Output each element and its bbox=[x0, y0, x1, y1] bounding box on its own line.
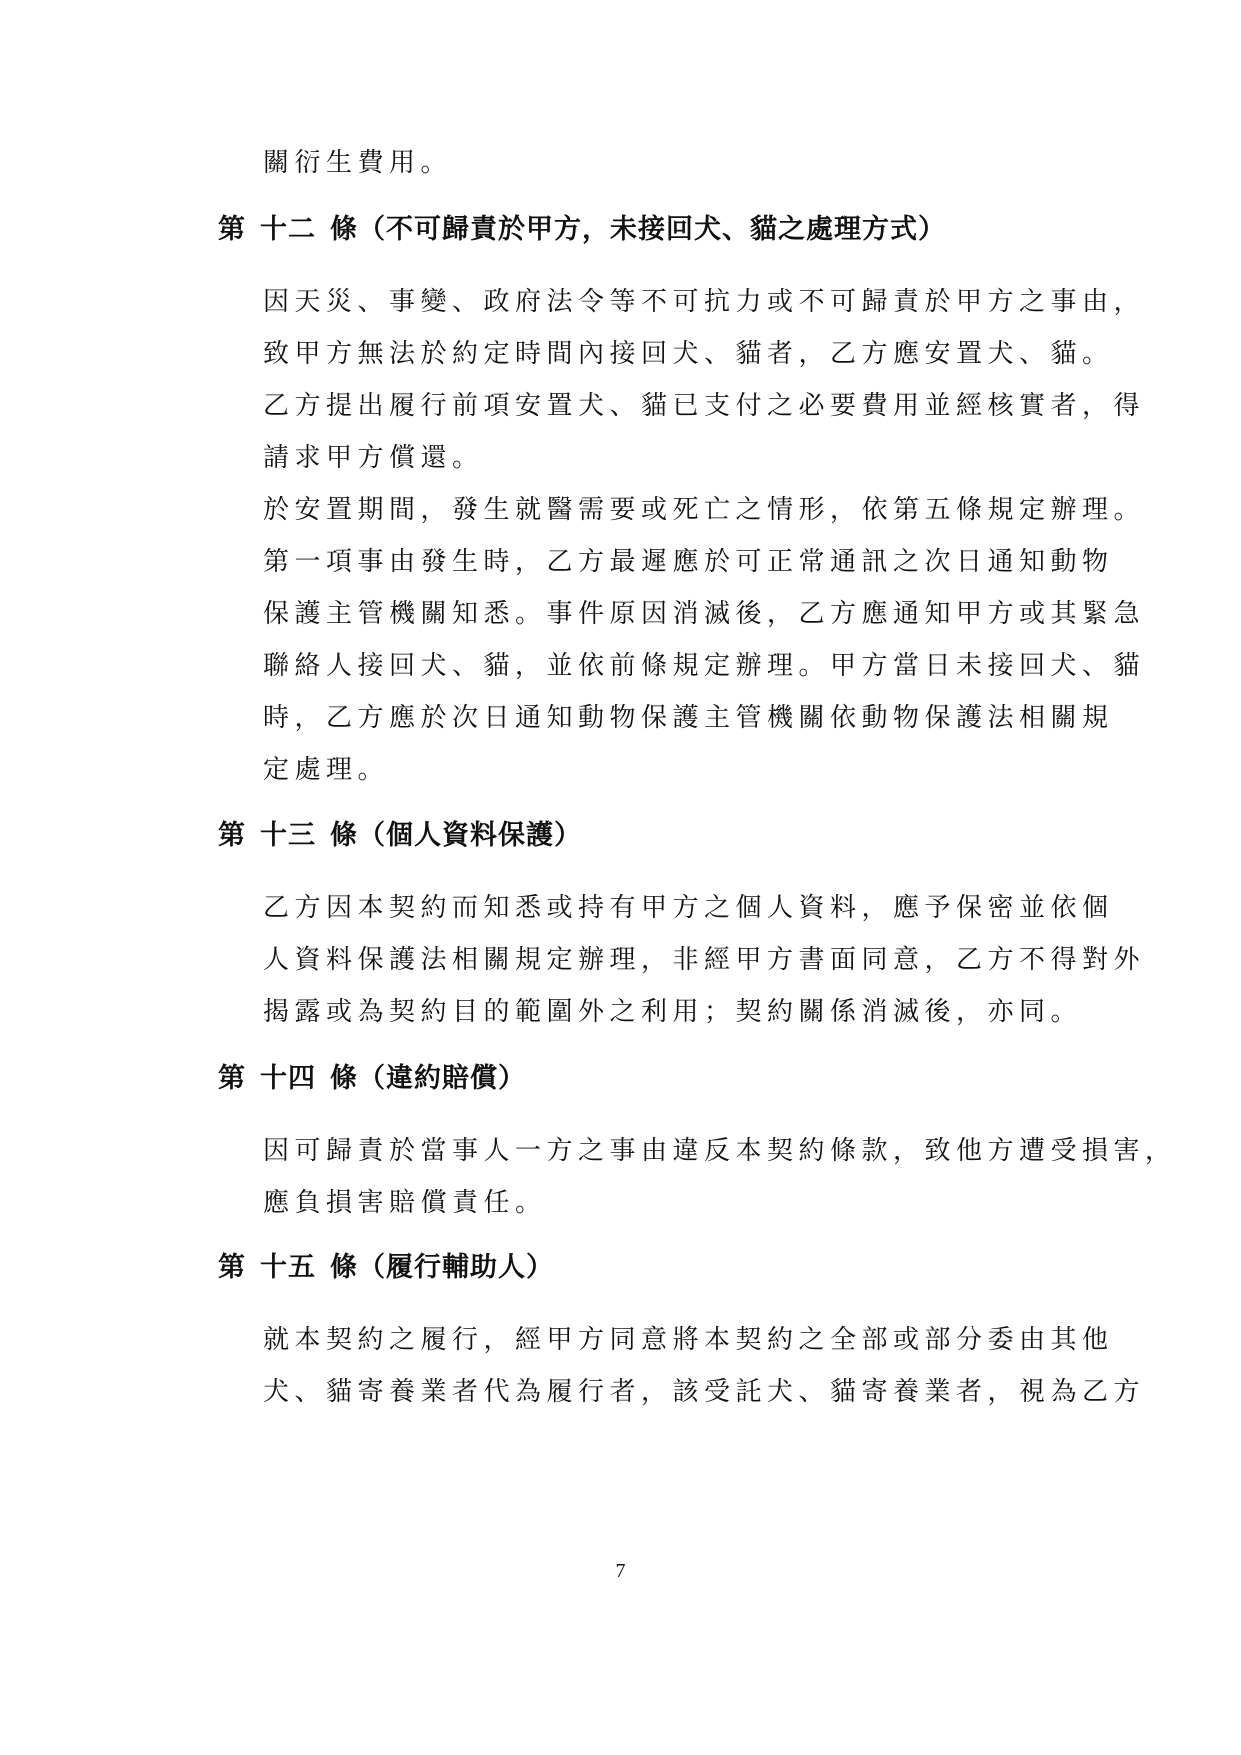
article-prefix: 第 bbox=[218, 1063, 246, 1094]
paragraph-line: 保護主管機關知悉。事件原因消滅後，乙方應通知甲方或其緊急 bbox=[263, 599, 1146, 629]
paragraph-line: 關衍生費用。 bbox=[263, 148, 453, 178]
paragraph-line: 乙方因本契約而知悉或持有甲方之個人資料，應予保密並依個 bbox=[263, 893, 1114, 923]
article-suffix: 條 bbox=[330, 820, 358, 851]
article-prefix: 第 bbox=[218, 1252, 246, 1283]
paragraph-line: 就本契約之履行，經甲方同意將本契約之全部或部分委由其他 bbox=[263, 1325, 1114, 1355]
paragraph-line: 乙方提出履行前項安置犬、貓已支付之必要費用並經核實者，得 bbox=[263, 391, 1146, 421]
paragraph-line: 致甲方無法於約定時間內接回犬、貓者，乙方應安置犬、貓。 bbox=[263, 339, 1114, 369]
article-title: （履行輔助人） bbox=[358, 1252, 554, 1283]
paragraph-line: 因天災、事變、政府法令等不可抗力或不可歸責於甲方之事由， bbox=[263, 287, 1146, 317]
article-title: （個人資料保護） bbox=[358, 820, 582, 851]
paragraph-line: 人資料保護法相關規定辦理，非經甲方書面同意，乙方不得對外 bbox=[263, 945, 1146, 975]
article-14-heading bbox=[218, 1061, 526, 1097]
paragraph-line: 揭露或為契約目的範圍外之利用；契約關係消滅後，亦同。 bbox=[263, 997, 1083, 1027]
article-number: 十四 bbox=[260, 1063, 316, 1094]
article-prefix: 第 bbox=[218, 214, 246, 245]
paragraph-line: 第一項事由發生時，乙方最遲應於可正常通訊之次日通知動物 bbox=[263, 547, 1114, 577]
article-title: （不可歸責於甲方，未接回犬、貓之處理方式） bbox=[358, 214, 946, 245]
article-12-heading bbox=[218, 212, 946, 248]
paragraph-line: 犬、貓寄養業者代為履行者，該受託犬、貓寄養業者，視為乙方 bbox=[263, 1377, 1146, 1407]
article-suffix: 條 bbox=[330, 214, 358, 245]
article-suffix: 條 bbox=[330, 1252, 358, 1283]
article-title: （違約賠償） bbox=[358, 1063, 526, 1094]
paragraph-line: 請求甲方償還。 bbox=[263, 443, 484, 473]
paragraph-line: 聯絡人接回犬、貓，並依前條規定辦理。甲方當日未接回犬、貓 bbox=[263, 651, 1146, 681]
article-13-heading bbox=[218, 818, 582, 854]
article-number: 十三 bbox=[260, 820, 316, 851]
page-number: 7 bbox=[615, 1560, 626, 1582]
paragraph-line: 應負損害賠償責任。 bbox=[263, 1188, 547, 1218]
paragraph-line: 定處理。 bbox=[263, 755, 390, 785]
article-number: 十二 bbox=[260, 214, 316, 245]
paragraph-line: 因可歸責於當事人一方之事由違反本契約條款，致他方遭受損害， bbox=[263, 1136, 1177, 1166]
article-number: 十五 bbox=[260, 1252, 316, 1283]
article-prefix: 第 bbox=[218, 820, 246, 851]
paragraph-line: 於安置期間，發生就醫需要或死亡之情形，依第五條規定辦理。 bbox=[263, 495, 1146, 525]
paragraph-line: 時，乙方應於次日通知動物保護主管機關依動物保護法相關規 bbox=[263, 703, 1114, 733]
article-15-heading bbox=[218, 1250, 554, 1286]
article-suffix: 條 bbox=[330, 1063, 358, 1094]
